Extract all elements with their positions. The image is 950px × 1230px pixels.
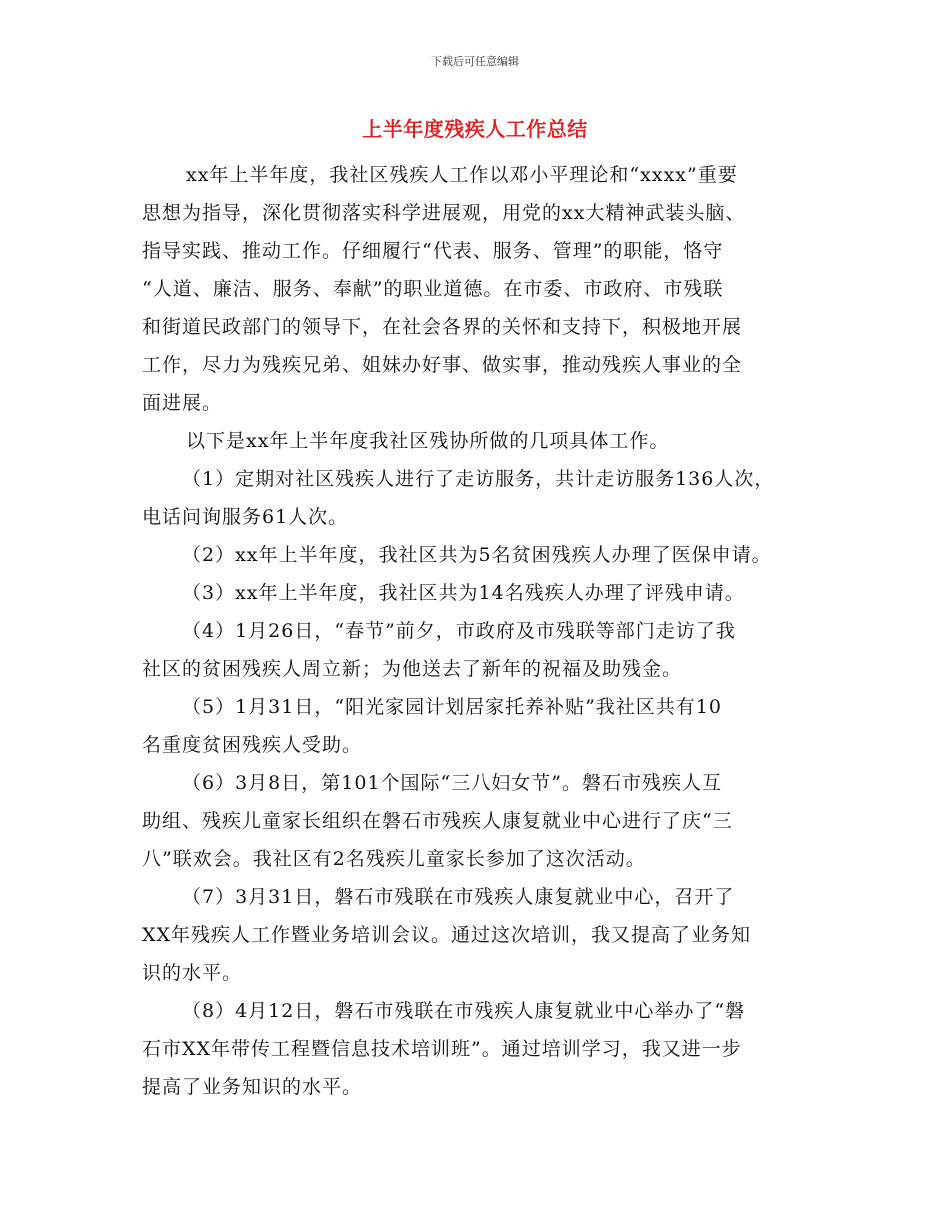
header-note: 下载后可任意编辑 (431, 55, 519, 68)
paragraph-line: “人道、廉洁、服务、奉献”的职业道德。在市委、市政府、市残联 (142, 278, 724, 300)
list-item-line: 名重度贫困残疾人受助。 (142, 734, 363, 756)
list-item-line: 八”联欢会。我社区有2名残疾儿童家长参加了这次活动。 (142, 848, 646, 870)
paragraph-line: 和街道民政部门的领导下，在社会各界的关怀和支持下，积极地开展 (142, 316, 743, 338)
paragraph-line: 以下是xx年上半年度我社区残协所做的几项具体工作。 (186, 430, 670, 452)
paragraph-line: xx年上半年度，我社区残疾人工作以邓小平理论和“xxxx”重要 (186, 164, 738, 186)
list-item-line: 提高了业务知识的水平。 (142, 1076, 363, 1098)
list-item-line: （8）4月12日，磐石市残联在市残疾人康复就业中心举办了“磐 (182, 1000, 746, 1022)
paragraph-line: 工作，尽力为残疾兄弟、姐妹办好事、做实事，推动残疾人事业的全 (142, 354, 743, 376)
paragraph-line: 思想为指导，深化贯彻落实科学进展观，用党的xx大精神武装头脑、 (142, 202, 746, 224)
list-item-line: （5）1月31日，“阳光家园计划居家托养补贴”我社区共有10 (182, 696, 722, 718)
document-body (142, 156, 822, 1106)
document-title: 上半年度残疾人工作总结 (362, 117, 588, 141)
list-item-line: （6）3月8日，第101个国际“三八妇女节”。磐石市残疾人互 (182, 772, 722, 794)
list-item-line: （4）1月26日，“春节”前夕，市政府及市残联等部门走访了我 (182, 620, 736, 642)
list-item-line: （7）3月31日，磐石市残联在市残疾人康复就业中心，召开了 (182, 886, 735, 908)
list-item-line: 石市XX年带传工程暨信息技术培训班”。通过培训学习，我又进一步 (142, 1038, 742, 1060)
paragraph-line: 面进展。 (142, 392, 223, 414)
list-item-line: （1）定期对社区残疾人进行了走访服务，共计走访服务136人次， (182, 468, 775, 490)
paragraph-line: 指导实践、推动工作。仔细履行“代表、服务、管理”的职能，恪守 (142, 240, 724, 262)
list-item-line: 助组、残疾儿童家长组织在磐石市残疾人康复就业中心进行了庆“三 (142, 810, 733, 832)
list-item-line: 识的水平。 (142, 962, 243, 984)
list-item-line: （2）xx年上半年度，我社区共为5名贫困残疾人办理了医保申请。 (182, 544, 772, 566)
list-item-line: 电话问询服务61人次。 (142, 506, 349, 528)
list-item-line: （3）xx年上半年度，我社区共为14名残疾人办理了评残申请。 (182, 582, 745, 604)
list-item-line: XX年残疾人工作暨业务培训会议。通过这次培训，我又提高了业务知 (142, 924, 752, 946)
list-item-line: 社区的贫困残疾人周立新；为他送去了新年的祝福及助残金。 (142, 658, 683, 680)
